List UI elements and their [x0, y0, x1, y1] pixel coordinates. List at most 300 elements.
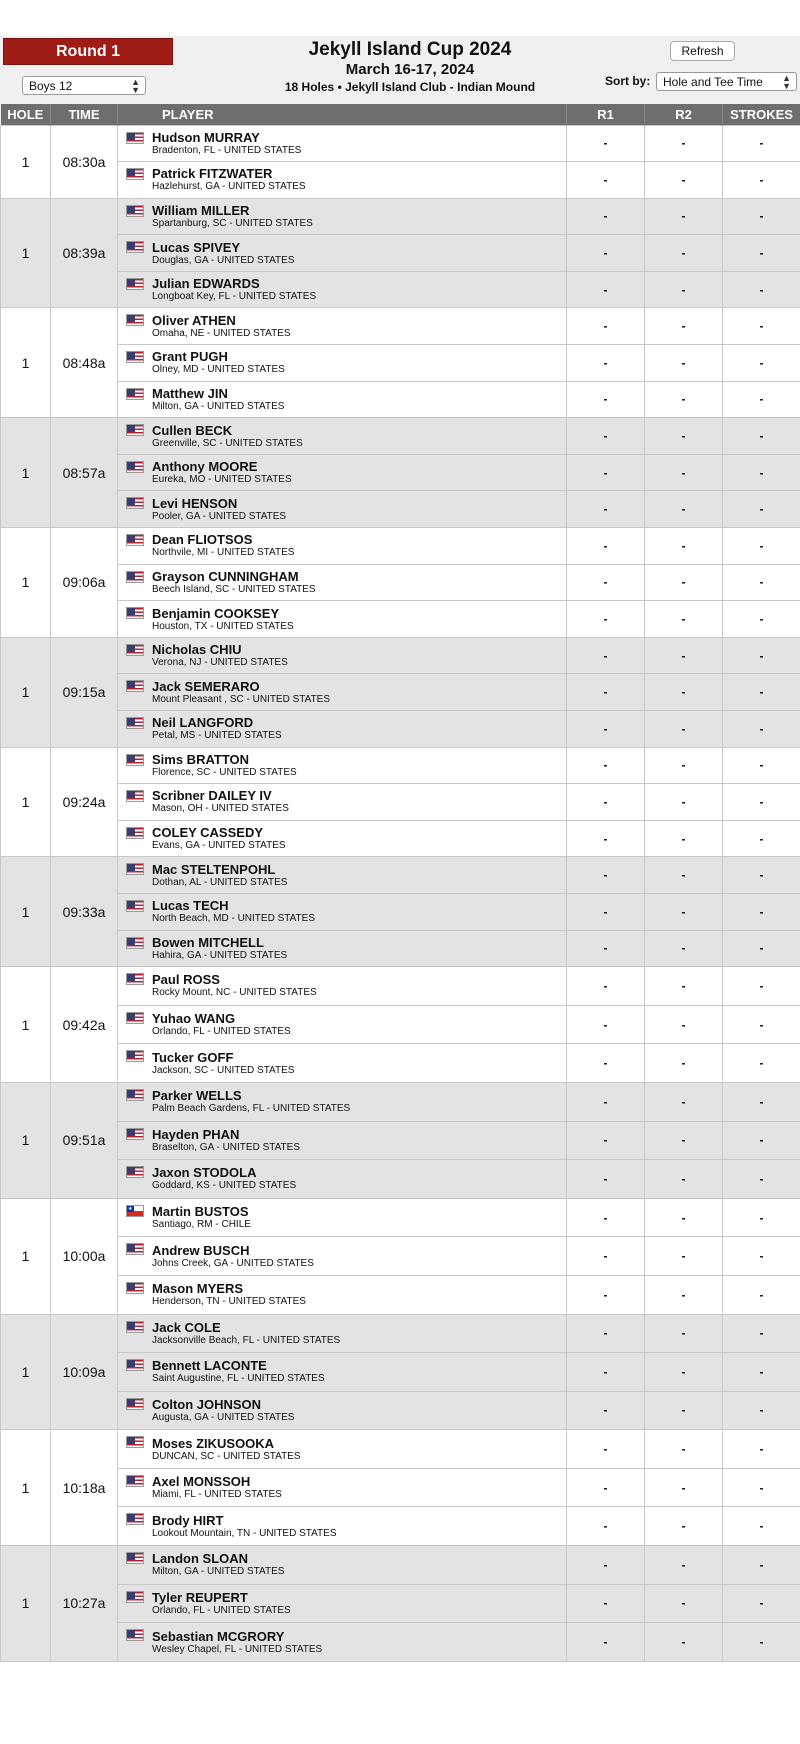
col-header-player[interactable]: PLAYER	[118, 104, 567, 125]
player-name[interactable]: Jack COLE	[152, 1321, 566, 1335]
score-strokes-cell: -	[723, 1275, 800, 1314]
table-row[interactable]	[1, 930, 800, 967]
score-r2-cell: -	[645, 1005, 723, 1044]
score-strokes-cell: -	[723, 637, 800, 674]
us-flag-icon	[126, 1591, 144, 1603]
player-cell[interactable]	[118, 1353, 567, 1392]
player-cell[interactable]	[118, 1005, 567, 1044]
score-r2-cell: -	[645, 967, 723, 1006]
table-row[interactable]	[1, 1275, 800, 1314]
us-flag-icon	[126, 1398, 144, 1410]
player-cell[interactable]	[118, 1468, 567, 1507]
score-r1-cell: -	[567, 1507, 645, 1546]
player-name[interactable]: Axel MONSSOH	[152, 1475, 566, 1489]
player-cell[interactable]	[118, 528, 567, 565]
us-flag-icon	[126, 1321, 144, 1333]
table-row[interactable]	[1, 1121, 800, 1160]
table-row[interactable]	[1, 674, 800, 711]
hole-cell: 1	[1, 967, 51, 1083]
player-location: Bradenton, FL - UNITED STATES	[152, 145, 566, 156]
table-row[interactable]	[1, 1160, 800, 1199]
score-r2-cell: -	[645, 1044, 723, 1083]
table-row[interactable]	[1, 1546, 800, 1585]
score-r2-cell: -	[645, 235, 723, 272]
refresh-button[interactable]: Refresh	[670, 41, 735, 61]
player-name[interactable]: Moses ZIKUSOOKA	[152, 1437, 566, 1451]
player-location: Johns Creek, GA - UNITED STATES	[152, 1258, 566, 1269]
score-r1-cell: -	[567, 1468, 645, 1507]
player-cell[interactable]	[118, 1198, 567, 1237]
us-flag-icon	[126, 900, 144, 912]
player-cell[interactable]	[118, 820, 567, 857]
score-r2-cell: -	[645, 601, 723, 638]
score-strokes-cell: -	[723, 271, 800, 308]
player-cell[interactable]	[118, 784, 567, 821]
player-name[interactable]: Dean FLIOTSOS	[152, 533, 566, 547]
us-flag-icon	[126, 1513, 144, 1525]
player-cell[interactable]	[118, 637, 567, 674]
score-r1-cell: -	[567, 967, 645, 1006]
score-r2-cell: -	[645, 1468, 723, 1507]
score-strokes-cell: -	[723, 1082, 800, 1121]
player-location: Pooler, GA - UNITED STATES	[152, 511, 566, 522]
table-row[interactable]	[1, 381, 800, 418]
score-r2-cell: -	[645, 1237, 723, 1276]
player-name[interactable]: Sims BRATTON	[152, 753, 566, 767]
player-name[interactable]: Bowen MITCHELL	[152, 936, 566, 950]
title-block	[200, 38, 620, 95]
division-select[interactable]	[22, 76, 146, 95]
score-strokes-cell: -	[723, 162, 800, 199]
col-header-r1[interactable]: R1	[567, 104, 645, 125]
player-name[interactable]: Tyler REUPERT	[152, 1591, 566, 1605]
table-row[interactable]	[1, 1430, 800, 1469]
player-cell[interactable]	[118, 308, 567, 345]
us-flag-icon	[126, 314, 144, 326]
player-name[interactable]: Paul ROSS	[152, 973, 566, 987]
player-location: Lookout Mountain, TN - UNITED STATES	[152, 1528, 566, 1539]
player-cell[interactable]	[118, 1391, 567, 1430]
us-flag-icon	[126, 278, 144, 290]
player-name[interactable]: Levi HENSON	[152, 497, 566, 511]
score-r1-cell: -	[567, 637, 645, 674]
player-location: Jackson, SC - UNITED STATES	[152, 1065, 566, 1076]
score-r1-cell: -	[567, 491, 645, 528]
score-r1-cell: -	[567, 674, 645, 711]
page-title: Jekyll Island Cup 2024	[200, 38, 620, 61]
us-flag-icon	[126, 1050, 144, 1062]
us-flag-icon	[126, 534, 144, 546]
player-cell[interactable]	[118, 601, 567, 638]
player-name[interactable]: William MILLER	[152, 204, 566, 218]
player-location: Eureka, MO - UNITED STATES	[152, 474, 566, 485]
player-cell[interactable]	[118, 1430, 567, 1469]
score-strokes-cell: -	[723, 967, 800, 1006]
score-strokes-cell: -	[723, 1391, 800, 1430]
score-r2-cell: -	[645, 381, 723, 418]
score-r1-cell: -	[567, 198, 645, 235]
player-location: Mount Pleasant , SC - UNITED STATES	[152, 694, 566, 705]
player-cell[interactable]	[118, 893, 567, 930]
score-r2-cell: -	[645, 528, 723, 565]
table-row[interactable]	[1, 1353, 800, 1392]
player-cell[interactable]	[118, 1044, 567, 1083]
score-r1-cell: -	[567, 1198, 645, 1237]
table-row[interactable]	[1, 1584, 800, 1623]
player-name[interactable]: Matthew JIN	[152, 387, 566, 401]
score-r2-cell: -	[645, 271, 723, 308]
player-name[interactable]: Colton JOHNSON	[152, 1398, 566, 1412]
score-strokes-cell: -	[723, 125, 800, 162]
score-r2-cell: -	[645, 820, 723, 857]
score-r2-cell: -	[645, 418, 723, 455]
score-r1-cell: -	[567, 1391, 645, 1430]
player-name[interactable]: Mac STELTENPOHL	[152, 863, 566, 877]
table-row[interactable]	[1, 1237, 800, 1276]
score-strokes-cell: -	[723, 1044, 800, 1083]
score-r1-cell: -	[567, 125, 645, 162]
col-header-hole[interactable]: HOLE	[1, 104, 51, 125]
player-name[interactable]: Bennett LACONTE	[152, 1359, 566, 1373]
player-location: Jacksonville Beach, FL - UNITED STATES	[152, 1335, 566, 1346]
table-row[interactable]	[1, 637, 800, 674]
player-cell[interactable]	[118, 1546, 567, 1585]
player-cell[interactable]	[118, 198, 567, 235]
player-cell[interactable]	[118, 235, 567, 272]
player-name[interactable]: Nicholas CHIU	[152, 643, 566, 657]
score-strokes-cell: -	[723, 564, 800, 601]
hole-cell: 1	[1, 125, 51, 198]
player-location: Florence, SC - UNITED STATES	[152, 767, 566, 778]
tee-time-cell: 10:09a	[51, 1314, 118, 1430]
score-r2-cell: -	[645, 454, 723, 491]
round-tab[interactable]: Round 1	[3, 38, 173, 65]
score-strokes-cell: -	[723, 1507, 800, 1546]
tee-time-cell: 09:15a	[51, 637, 118, 747]
player-name[interactable]: Hudson MURRAY	[152, 131, 566, 145]
score-r1-cell: -	[567, 345, 645, 382]
us-flag-icon	[126, 973, 144, 985]
us-flag-icon	[126, 754, 144, 766]
us-flag-icon	[126, 132, 144, 144]
score-strokes-cell: -	[723, 1623, 800, 1662]
score-r1-cell: -	[567, 564, 645, 601]
table-row[interactable]	[1, 125, 800, 162]
player-name[interactable]: Grant PUGH	[152, 350, 566, 364]
score-r1-cell: -	[567, 1546, 645, 1585]
score-strokes-cell: -	[723, 1005, 800, 1044]
player-location: Verona, NJ - UNITED STATES	[152, 657, 566, 668]
col-header-r2[interactable]: R2	[645, 104, 723, 125]
table-row[interactable]	[1, 1005, 800, 1044]
player-name[interactable]: COLEY CASSEDY	[152, 826, 566, 840]
sort-select[interactable]	[656, 72, 797, 91]
player-cell[interactable]	[118, 1275, 567, 1314]
hole-cell: 1	[1, 637, 51, 747]
hole-cell: 1	[1, 1082, 51, 1198]
table-row[interactable]	[1, 162, 800, 199]
player-cell[interactable]	[118, 418, 567, 455]
player-location: Milton, GA - UNITED STATES	[152, 401, 566, 412]
us-flag-icon	[126, 1475, 144, 1487]
select-arrows-icon: ▲ ▼	[782, 74, 791, 90]
us-flag-icon	[126, 388, 144, 400]
player-cell[interactable]	[118, 747, 567, 784]
player-location: Beech Island, SC - UNITED STATES	[152, 584, 566, 595]
player-name[interactable]: Grayson CUNNINGHAM	[152, 570, 566, 584]
player-cell[interactable]	[118, 271, 567, 308]
player-cell[interactable]	[118, 345, 567, 382]
table-row[interactable]	[1, 1314, 800, 1353]
player-cell[interactable]	[118, 1507, 567, 1546]
us-flag-icon	[126, 168, 144, 180]
player-name[interactable]: Mason MYERS	[152, 1282, 566, 1296]
player-cell[interactable]	[118, 1160, 567, 1199]
score-r1-cell: -	[567, 1160, 645, 1199]
player-name[interactable]: Tucker GOFF	[152, 1051, 566, 1065]
score-r2-cell: -	[645, 857, 723, 894]
player-cell[interactable]	[118, 491, 567, 528]
hole-cell: 1	[1, 308, 51, 418]
player-name[interactable]: Parker WELLS	[152, 1089, 566, 1103]
player-cell[interactable]	[118, 454, 567, 491]
score-r2-cell: -	[645, 564, 723, 601]
score-strokes-cell: -	[723, 1314, 800, 1353]
table-row[interactable]	[1, 1198, 800, 1237]
col-header-time[interactable]: TIME	[51, 104, 118, 125]
table-row[interactable]	[1, 1044, 800, 1083]
us-flag-icon	[126, 1359, 144, 1371]
score-r1-cell: -	[567, 930, 645, 967]
us-flag-icon	[126, 680, 144, 692]
player-location: Goddard, KS - UNITED STATES	[152, 1180, 566, 1191]
us-flag-icon	[126, 351, 144, 363]
table-header-row	[1, 104, 800, 125]
player-name[interactable]: Jaxon STODOLA	[152, 1166, 566, 1180]
us-flag-icon	[126, 1012, 144, 1024]
score-strokes-cell: -	[723, 711, 800, 748]
player-name[interactable]: Hayden PHAN	[152, 1128, 566, 1142]
table-row[interactable]	[1, 491, 800, 528]
table-row[interactable]	[1, 418, 800, 455]
player-cell[interactable]	[118, 857, 567, 894]
score-r1-cell: -	[567, 1121, 645, 1160]
table-row[interactable]	[1, 1468, 800, 1507]
us-flag-icon	[126, 424, 144, 436]
tee-time-cell: 09:42a	[51, 967, 118, 1083]
score-r2-cell: -	[645, 1507, 723, 1546]
table-row[interactable]	[1, 1082, 800, 1121]
player-cell[interactable]	[118, 967, 567, 1006]
player-cell[interactable]	[118, 711, 567, 748]
score-r2-cell: -	[645, 345, 723, 382]
table-row[interactable]	[1, 235, 800, 272]
score-r1-cell: -	[567, 1044, 645, 1083]
hole-cell: 1	[1, 198, 51, 308]
player-location: Miami, FL - UNITED STATES	[152, 1489, 566, 1500]
player-name[interactable]: Sebastian MCGRORY	[152, 1630, 566, 1644]
us-flag-icon	[126, 571, 144, 583]
player-name[interactable]: Patrick FITZWATER	[152, 167, 566, 181]
score-strokes-cell: -	[723, 747, 800, 784]
sort-label: Sort by:	[605, 74, 650, 88]
score-r2-cell: -	[645, 1198, 723, 1237]
table-row[interactable]	[1, 711, 800, 748]
us-flag-icon	[126, 1436, 144, 1448]
player-location: Orlando, FL - UNITED STATES	[152, 1026, 566, 1037]
player-location: Milton, GA - UNITED STATES	[152, 1566, 566, 1577]
score-r2-cell: -	[645, 491, 723, 528]
player-name[interactable]: Landon SLOAN	[152, 1552, 566, 1566]
table-row[interactable]	[1, 308, 800, 345]
player-name[interactable]: Lucas TECH	[152, 899, 566, 913]
score-r2-cell: -	[645, 1121, 723, 1160]
score-r2-cell: -	[645, 1353, 723, 1392]
player-location: Evans, GA - UNITED STATES	[152, 840, 566, 851]
score-strokes-cell: -	[723, 308, 800, 345]
score-r1-cell: -	[567, 820, 645, 857]
player-name[interactable]: Yuhao WANG	[152, 1012, 566, 1026]
us-flag-icon	[126, 717, 144, 729]
table-row[interactable]	[1, 1507, 800, 1546]
table-row[interactable]	[1, 857, 800, 894]
score-r2-cell: -	[645, 1275, 723, 1314]
tee-time-cell: 08:30a	[51, 125, 118, 198]
us-flag-icon	[126, 863, 144, 875]
score-r2-cell: -	[645, 1546, 723, 1585]
player-name[interactable]: Anthony MOORE	[152, 460, 566, 474]
player-name[interactable]: Julian EDWARDS	[152, 277, 566, 291]
us-flag-icon	[126, 937, 144, 949]
tee-time-cell: 08:39a	[51, 198, 118, 308]
score-r2-cell: -	[645, 1430, 723, 1469]
table-row[interactable]	[1, 454, 800, 491]
score-strokes-cell: -	[723, 345, 800, 382]
player-location: Mason, OH - UNITED STATES	[152, 803, 566, 814]
player-cell[interactable]	[118, 125, 567, 162]
score-strokes-cell: -	[723, 528, 800, 565]
table-row[interactable]	[1, 820, 800, 857]
score-r1-cell: -	[567, 1353, 645, 1392]
col-header-strokes[interactable]: STROKES	[723, 104, 800, 125]
score-r2-cell: -	[645, 711, 723, 748]
table-row[interactable]	[1, 967, 800, 1006]
score-r1-cell: -	[567, 1237, 645, 1276]
table-row[interactable]	[1, 1391, 800, 1430]
score-r2-cell: -	[645, 1391, 723, 1430]
player-cell[interactable]	[118, 1237, 567, 1276]
player-name[interactable]: Oliver ATHEN	[152, 314, 566, 328]
player-cell[interactable]	[118, 1623, 567, 1662]
player-name[interactable]: Benjamin COOKSEY	[152, 607, 566, 621]
hole-cell: 1	[1, 528, 51, 638]
table-row[interactable]	[1, 345, 800, 382]
player-name[interactable]: Scribner DAILEY IV	[152, 789, 566, 803]
score-strokes-cell: -	[723, 1353, 800, 1392]
score-r2-cell: -	[645, 1584, 723, 1623]
player-name[interactable]: Lucas SPIVEY	[152, 241, 566, 255]
player-location: Orlando, FL - UNITED STATES	[152, 1605, 566, 1616]
score-r1-cell: -	[567, 308, 645, 345]
table-row[interactable]	[1, 528, 800, 565]
score-r2-cell: -	[645, 1623, 723, 1662]
player-name[interactable]: Cullen BECK	[152, 424, 566, 438]
score-r1-cell: -	[567, 1082, 645, 1121]
player-location: Olney, MD - UNITED STATES	[152, 364, 566, 375]
player-cell[interactable]	[118, 381, 567, 418]
us-flag-icon	[126, 1243, 144, 1255]
player-cell[interactable]	[118, 1584, 567, 1623]
player-location: Wesley Chapel, FL - UNITED STATES	[152, 1644, 566, 1655]
player-name[interactable]: Andrew BUSCH	[152, 1244, 566, 1258]
player-cell[interactable]	[118, 1121, 567, 1160]
player-location: Omaha, NE - UNITED STATES	[152, 328, 566, 339]
score-strokes-cell: -	[723, 454, 800, 491]
table-row[interactable]	[1, 1623, 800, 1662]
score-r1-cell: -	[567, 454, 645, 491]
score-r1-cell: -	[567, 1623, 645, 1662]
score-strokes-cell: -	[723, 674, 800, 711]
player-name[interactable]: Brody HIRT	[152, 1514, 566, 1528]
player-location: Greenville, SC - UNITED STATES	[152, 438, 566, 449]
player-cell[interactable]	[118, 1082, 567, 1121]
score-strokes-cell: -	[723, 1121, 800, 1160]
score-r1-cell: -	[567, 1275, 645, 1314]
us-flag-icon	[126, 1089, 144, 1101]
player-cell[interactable]	[118, 674, 567, 711]
player-cell[interactable]	[118, 1314, 567, 1353]
player-location: Palm Beach Gardens, FL - UNITED STATES	[152, 1103, 566, 1114]
table-row[interactable]	[1, 747, 800, 784]
table-row[interactable]	[1, 564, 800, 601]
division-select-value: Boys 12	[29, 79, 72, 93]
score-r1-cell: -	[567, 1430, 645, 1469]
table-row[interactable]	[1, 893, 800, 930]
score-r1-cell: -	[567, 711, 645, 748]
player-name[interactable]: Martin BUSTOS	[152, 1205, 566, 1219]
us-flag-icon	[126, 497, 144, 509]
event-dates: March 16-17, 2024	[200, 61, 620, 79]
score-strokes-cell: -	[723, 1546, 800, 1585]
player-cell[interactable]	[118, 930, 567, 967]
us-flag-icon	[126, 461, 144, 473]
us-flag-icon	[126, 1629, 144, 1641]
player-location: Braselton, GA - UNITED STATES	[152, 1142, 566, 1153]
player-location: Santiago, RM - CHILE	[152, 1219, 566, 1230]
table-row[interactable]	[1, 784, 800, 821]
us-flag-icon	[126, 790, 144, 802]
player-location: Dothan, AL - UNITED STATES	[152, 877, 566, 888]
score-strokes-cell: -	[723, 601, 800, 638]
score-r2-cell: -	[645, 637, 723, 674]
select-arrows-icon: ▲ ▼	[131, 78, 140, 94]
player-location: Saint Augustine, FL - UNITED STATES	[152, 1373, 566, 1384]
us-flag-icon	[126, 1128, 144, 1140]
player-name[interactable]: Neil LANGFORD	[152, 716, 566, 730]
player-name[interactable]: Jack SEMERARO	[152, 680, 566, 694]
score-strokes-cell: -	[723, 1430, 800, 1469]
score-r1-cell: -	[567, 418, 645, 455]
player-cell[interactable]	[118, 162, 567, 199]
table-row[interactable]	[1, 271, 800, 308]
table-row[interactable]	[1, 198, 800, 235]
table-row[interactable]	[1, 601, 800, 638]
player-cell[interactable]	[118, 564, 567, 601]
score-r1-cell: -	[567, 747, 645, 784]
score-r2-cell: -	[645, 125, 723, 162]
course-info: 18 Holes • Jekyll Island Club - Indian Mound	[200, 79, 620, 95]
score-r2-cell: -	[645, 1314, 723, 1353]
